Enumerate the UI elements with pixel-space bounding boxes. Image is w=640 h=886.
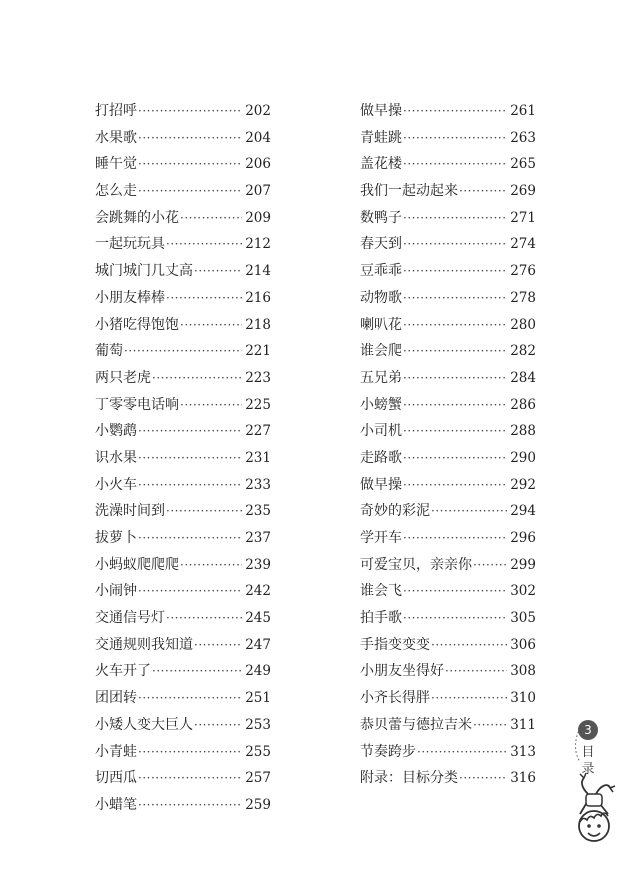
dot-leader xyxy=(403,231,507,258)
toc-entry xyxy=(95,525,271,552)
toc-entry-title: 小青蛙 xyxy=(95,743,137,760)
dot-leader xyxy=(403,258,507,285)
toc-entry-title: 做早操 xyxy=(360,476,402,493)
toc-entry-page: 231 xyxy=(245,449,271,466)
toc-entry xyxy=(95,472,271,499)
toc-entry-page: 253 xyxy=(245,716,271,733)
dot-leader xyxy=(459,178,507,205)
dot-leader xyxy=(473,712,507,739)
toc-entry-title: 节奏跨步 xyxy=(360,743,416,760)
toc-entry-page: 257 xyxy=(245,770,271,787)
section-label: 目 录 xyxy=(581,745,595,777)
toc-entry-page: 310 xyxy=(510,690,536,707)
toc-entry-page: 282 xyxy=(510,343,536,360)
toc-entry xyxy=(95,285,271,312)
toc-entry xyxy=(360,525,536,552)
toc-entry-page: 278 xyxy=(510,289,536,306)
toc-entry xyxy=(95,231,271,258)
toc-entry-title: 交通信号灯 xyxy=(95,610,165,627)
toc-entry-title: 我们一起动起来 xyxy=(360,183,458,200)
toc-entry xyxy=(95,739,271,766)
dot-leader xyxy=(473,552,507,579)
toc-entry-title: 团团转 xyxy=(95,690,137,707)
toc-entry xyxy=(360,205,536,232)
toc-entry-title: 小蚂蚁爬爬爬 xyxy=(95,556,179,573)
toc-entry xyxy=(95,632,271,659)
toc-entry-page: 259 xyxy=(245,796,271,813)
dot-leader xyxy=(166,605,242,632)
dot-leader xyxy=(138,792,242,819)
dot-leader xyxy=(403,578,507,605)
toc-entry-title: 春天到 xyxy=(360,236,402,253)
dot-leader xyxy=(138,578,242,605)
toc-entry xyxy=(95,685,271,712)
toc-entry-title: 可爱宝贝，亲亲你 xyxy=(360,556,472,573)
dot-leader xyxy=(403,472,507,499)
toc-entry-title: 一起玩玩具 xyxy=(95,236,165,253)
toc-entry-page: 245 xyxy=(245,610,271,627)
toc-entry-page: 263 xyxy=(510,129,536,146)
dot-leader xyxy=(166,498,242,525)
toc-entry-page: 249 xyxy=(245,663,271,680)
toc-entry-title: 小螃蟹 xyxy=(360,396,402,413)
dot-leader xyxy=(152,658,242,685)
dot-leader xyxy=(403,151,507,178)
toc-entry-title: 青蛙跳 xyxy=(360,129,402,146)
dot-leader xyxy=(403,312,507,339)
toc-entry-page: 284 xyxy=(510,369,536,386)
dot-leader xyxy=(403,525,507,552)
toc-entry-page: 204 xyxy=(245,129,271,146)
toc-entry-title: 水果歌 xyxy=(95,129,137,146)
dot-leader xyxy=(138,125,242,152)
toc-column-right xyxy=(360,98,536,792)
toc-entry-page: 308 xyxy=(510,663,536,680)
dot-leader xyxy=(403,98,507,125)
toc-entry xyxy=(360,392,536,419)
toc-entry-page: 209 xyxy=(245,209,271,226)
dot-leader xyxy=(403,205,507,232)
toc-entry-title: 附录：目标分类 xyxy=(360,770,458,787)
dot-leader xyxy=(138,445,242,472)
toc-entry xyxy=(360,125,536,152)
dot-leader xyxy=(138,151,242,178)
toc-entry xyxy=(95,365,271,392)
toc-entry xyxy=(95,498,271,525)
dot-leader xyxy=(194,632,242,659)
toc-entry-page: 227 xyxy=(245,423,271,440)
toc-entry-title: 城门城门几丈高 xyxy=(95,263,193,280)
toc-entry-title: 学开车 xyxy=(360,530,402,546)
toc-entry xyxy=(360,285,536,312)
dot-leader xyxy=(403,285,507,312)
dot-leader xyxy=(403,125,507,152)
toc-entry-title: 小火车 xyxy=(95,476,137,493)
toc-entry xyxy=(95,178,271,205)
toc-entry xyxy=(95,552,271,579)
dot-leader xyxy=(166,231,242,258)
dot-leader xyxy=(124,338,242,365)
toc-entry-title: 动物歌 xyxy=(360,289,402,306)
toc-entry-page: 316 xyxy=(510,770,536,787)
dot-leader xyxy=(180,552,242,579)
dot-leader xyxy=(431,632,507,659)
toc-entry-page: 239 xyxy=(245,556,271,573)
toc-column-left xyxy=(95,98,271,819)
toc-entry xyxy=(360,498,536,525)
dot-leader xyxy=(459,765,507,792)
toc-entry-page: 216 xyxy=(245,289,271,306)
toc-entry xyxy=(360,685,536,712)
toc-entry xyxy=(95,418,271,445)
page-number-badge: 3 xyxy=(578,720,598,740)
toc-entry-page: 290 xyxy=(510,449,536,466)
toc-entry xyxy=(360,739,536,766)
dot-leader xyxy=(138,739,242,766)
toc-entry-title: 小朋友坐得好 xyxy=(360,663,444,680)
toc-entry-page: 214 xyxy=(245,263,271,280)
dot-leader xyxy=(403,392,507,419)
toc-entry-page: 311 xyxy=(510,716,536,733)
toc-entry-page: 221 xyxy=(245,343,271,360)
toc-entry-page: 271 xyxy=(510,209,536,226)
dot-leader xyxy=(138,98,242,125)
toc-entry xyxy=(95,445,271,472)
toc-entry-page: 251 xyxy=(245,690,271,707)
toc-entry-title: 恭贝蕾与德拉吉米 xyxy=(360,716,472,733)
toc-entry-page: 265 xyxy=(510,156,536,173)
toc-entry-title: 拍手歌 xyxy=(360,610,402,627)
toc-entry-title: 小司机 xyxy=(360,423,402,440)
toc-entry xyxy=(360,151,536,178)
dot-leader xyxy=(166,285,242,312)
toc-entry-page: 286 xyxy=(510,396,536,413)
toc-entry xyxy=(95,98,271,125)
toc-entry xyxy=(360,712,536,739)
toc-entry xyxy=(360,658,536,685)
toc-entry-title: 小朋友棒棒 xyxy=(95,289,165,306)
toc-entry xyxy=(95,151,271,178)
dot-leader xyxy=(445,658,507,685)
toc-entry-title: 手指变变变 xyxy=(360,636,430,653)
toc-entry-title: 小猪吃得饱饱 xyxy=(95,316,179,333)
dot-leader xyxy=(403,605,507,632)
toc-entry-title: 两只老虎 xyxy=(95,369,151,386)
toc-entry-title: 五兄弟 xyxy=(360,369,402,386)
child-cartoon-icon xyxy=(566,718,622,858)
toc-entry xyxy=(95,578,271,605)
toc-entry xyxy=(360,445,536,472)
toc-entry-page: 296 xyxy=(510,530,536,546)
toc-entry-title: 小蜡笔 xyxy=(95,796,137,813)
toc-entry-title: 拔萝卜 xyxy=(95,530,137,546)
toc-entry-page: 313 xyxy=(510,743,536,760)
toc-entry xyxy=(95,605,271,632)
toc-entry-title: 做早操 xyxy=(360,103,402,119)
toc-entry xyxy=(360,552,536,579)
toc-entry-page: 305 xyxy=(510,610,536,627)
toc-entry-title: 识水果 xyxy=(95,449,137,466)
toc-entry xyxy=(95,125,271,152)
toc-entry xyxy=(360,258,536,285)
toc-entry-title: 小闹钟 xyxy=(95,583,137,600)
toc-entry-page: 274 xyxy=(510,236,536,253)
toc-entry-title: 走路歌 xyxy=(360,449,402,466)
toc-entry-page: 269 xyxy=(510,183,536,200)
toc-entry-page: 292 xyxy=(510,476,536,493)
toc-entry-title: 交通规则我知道 xyxy=(95,636,193,653)
toc-entry xyxy=(360,605,536,632)
toc-entry-title: 盖花楼 xyxy=(360,156,402,173)
dot-leader xyxy=(417,739,507,766)
dot-leader xyxy=(138,765,242,792)
toc-entry-page: 218 xyxy=(245,316,271,333)
toc-entry-page: 225 xyxy=(245,396,271,413)
toc-entry-title: 丁零零电话响 xyxy=(95,396,179,413)
toc-entry-title: 谁会爬 xyxy=(360,343,402,360)
toc-entry xyxy=(95,658,271,685)
toc-entry-page: 299 xyxy=(510,556,536,573)
toc-entry xyxy=(360,365,536,392)
toc-entry-page: 255 xyxy=(245,743,271,760)
toc-entry-title: 洗澡时间到 xyxy=(95,503,165,520)
toc-entry-title: 数鸭子 xyxy=(360,209,402,226)
toc-entry-title: 谁会飞 xyxy=(360,583,402,600)
toc-entry-page: 202 xyxy=(245,103,271,119)
toc-entry-page: 207 xyxy=(245,183,271,200)
toc-entry-title: 切西瓜 xyxy=(95,770,137,787)
toc-entry-title: 喇叭花 xyxy=(360,316,402,333)
dot-leader xyxy=(138,472,242,499)
dot-leader xyxy=(403,418,507,445)
toc-entry xyxy=(360,178,536,205)
toc-entry xyxy=(95,258,271,285)
toc-entry-page: 294 xyxy=(510,503,536,520)
toc-entry-page: 306 xyxy=(510,636,536,653)
dot-leader xyxy=(403,338,507,365)
dot-leader xyxy=(180,312,242,339)
dot-leader xyxy=(403,365,507,392)
toc-entry-title: 小矮人变大巨人 xyxy=(95,716,193,733)
toc-entry-page: 237 xyxy=(245,530,271,546)
toc-entry xyxy=(95,765,271,792)
toc-entry xyxy=(360,765,536,792)
dot-leader xyxy=(138,525,242,552)
toc-entry-page: 302 xyxy=(510,583,536,600)
toc-entry-page: 242 xyxy=(245,583,271,600)
toc-entry xyxy=(95,338,271,365)
dot-leader xyxy=(138,418,242,445)
toc-entry-title: 火车开了 xyxy=(95,663,151,680)
dot-leader xyxy=(180,205,242,232)
toc-entry xyxy=(360,418,536,445)
toc-entry-page: 247 xyxy=(245,636,271,653)
dot-leader xyxy=(138,685,242,712)
toc-entry xyxy=(360,231,536,258)
toc-entry-title: 葡萄 xyxy=(95,343,123,360)
toc-entry xyxy=(95,205,271,232)
dot-leader xyxy=(152,365,242,392)
toc-entry xyxy=(95,792,271,819)
toc-entry xyxy=(360,632,536,659)
toc-entry-page: 261 xyxy=(510,103,536,119)
toc-entry-title: 怎么走 xyxy=(95,183,137,200)
toc-entry-title: 睡午觉 xyxy=(95,156,137,173)
toc-entry-page: 233 xyxy=(245,476,271,493)
dot-leader xyxy=(138,178,242,205)
toc-entry-title: 打招呼 xyxy=(95,103,137,119)
toc-entry-page: 276 xyxy=(510,263,536,280)
toc-entry-page: 212 xyxy=(245,236,271,253)
toc-entry-title: 会跳舞的小花 xyxy=(95,209,179,226)
toc-entry xyxy=(360,98,536,125)
dot-leader xyxy=(431,498,507,525)
dot-leader xyxy=(431,685,507,712)
toc-entry xyxy=(95,712,271,739)
toc-entry-title: 奇妙的彩泥 xyxy=(360,503,430,520)
toc-entry-page: 235 xyxy=(245,503,271,520)
toc-entry-page: 280 xyxy=(510,316,536,333)
toc-entry-title: 豆乖乖 xyxy=(360,263,402,280)
toc-entry-title: 小齐长得胖 xyxy=(360,690,430,707)
toc-entry xyxy=(95,312,271,339)
toc-entry xyxy=(95,392,271,419)
toc-entry-page: 223 xyxy=(245,369,271,386)
dot-leader xyxy=(403,445,507,472)
toc-entry xyxy=(360,312,536,339)
dot-leader xyxy=(194,712,242,739)
dot-leader xyxy=(180,392,242,419)
toc-entry xyxy=(360,472,536,499)
dot-leader xyxy=(194,258,242,285)
toc-entry-title: 小鹦鹉 xyxy=(95,423,137,440)
toc-entry-page: 288 xyxy=(510,423,536,440)
toc-entry-page: 206 xyxy=(245,156,271,173)
toc-entry xyxy=(360,338,536,365)
toc-entry xyxy=(360,578,536,605)
